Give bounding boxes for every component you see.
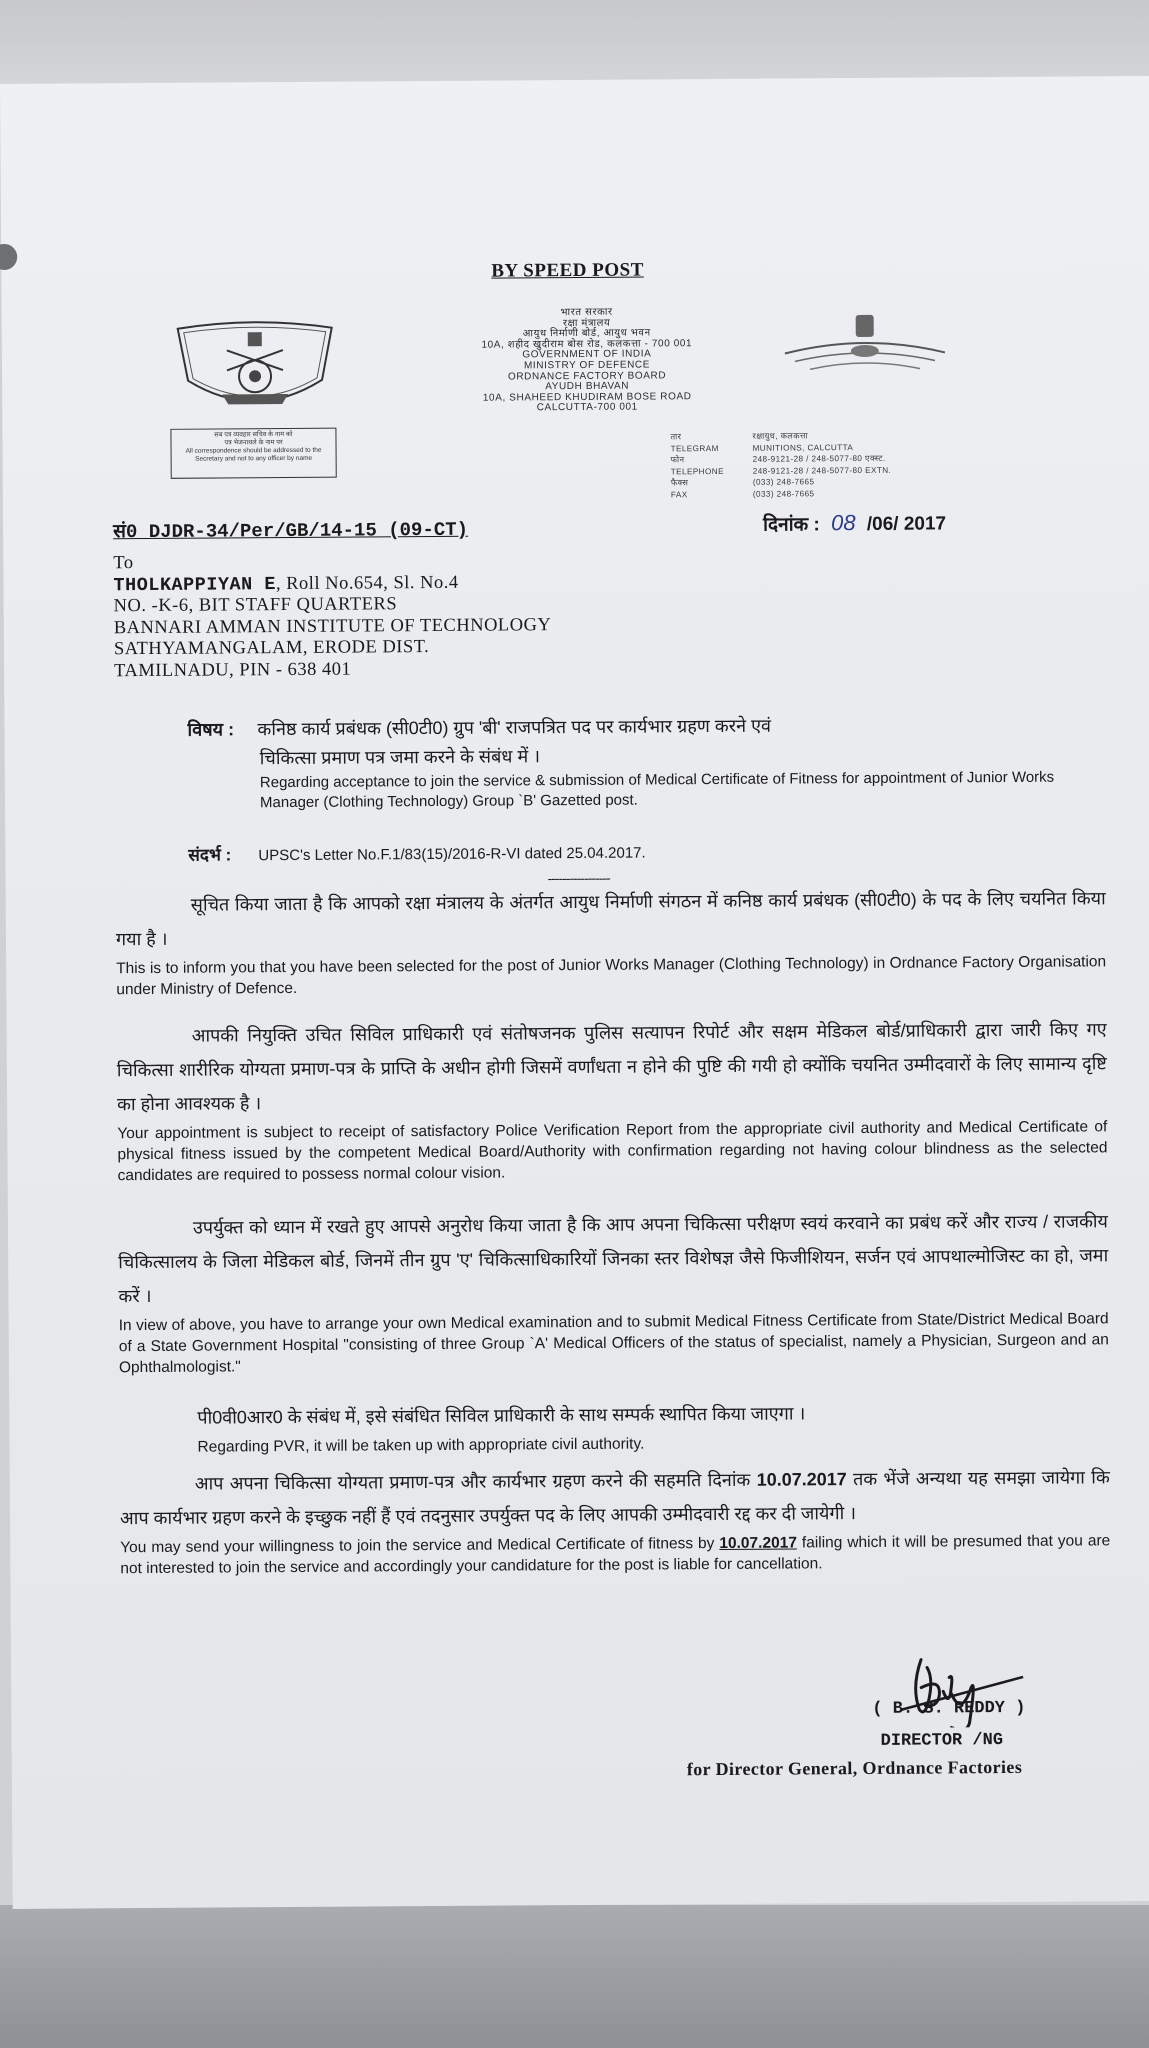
address-line: CALCUTTA-700 001 <box>536 401 638 414</box>
address-line: GOVERNMENT OF INDIA <box>522 348 652 361</box>
contact-row: तार रक्षायुध, कलकत्ता <box>670 431 809 442</box>
date-label: दिनांक : <box>763 514 820 536</box>
paragraph-hindi: उपर्युक्त को ध्यान में रखते हुए आपसे अनुरोध किया जाता है कि आप अपना चिकित्सा परीक्षण स्वयं करवाने का प्रबंध करें और राज्य / राजकीय चिकित्सालय के जिला मेडिकल बोर्ड, जिनमें तीन ग्रुप 'ए' चिकित्साधिकारियों जिनका स्तर विशेषज्ञ जैसे फिजीशियन, सर्जन एवं आपथाल्मोजिस्ट का हो, जमा करें । <box>118 1211 1109 1307</box>
reference-block <box>188 840 645 866</box>
correspondence-notice-box <box>170 428 336 479</box>
subject-hindi-1: कनिष्ठ कार्य प्रबंधक (सी0टी0) ग्रुप 'बी' राजपत्रित पद पर कार्यभार ग्रहण करने एवं <box>257 715 772 740</box>
paragraph-hindi: पी0वी0आर0 के संबंध में, इसे संबंधित सिविल प्राधिकारी के साथ सम्पर्क स्थापित किया जाएगा । <box>197 1403 806 1428</box>
paragraph-medical <box>118 1204 1109 1378</box>
contact-row: TELEPHONE 248-9121-28 / 248-5077-80 EXTN. <box>670 465 892 476</box>
subject-block <box>187 709 1088 813</box>
handwritten-signature-icon <box>801 1647 1032 1734</box>
address-line: रक्षा मंत्रालय <box>562 317 611 329</box>
signatory-on-behalf: for Director General, Ordnance Factories <box>686 1756 1023 1780</box>
recipient-line: SATHYAMANGALAM, ERODE DIST. <box>113 637 430 660</box>
ashoka-emblem-icon <box>780 312 951 388</box>
paragraph-english: In view of above, you have to arrange your own Medical examination and to submit Medical Fitness Certificate from State/District Medical Board of a State Government Hospital "consisting of three Group `A' Medical Officers of the status of specialist, namely a Physician, Surgeon and an Ophthalmologist." <box>118 1310 1109 1377</box>
address-line: 10A, SHAHEED KHUDIRAM BOSE ROAD <box>482 390 692 404</box>
paragraph-hindi: आपकी नियुक्ति उचित सिविल प्राधिकारी एवं संतोषजनक पुलिस सत्यापन रिपोर्ट और सक्षम मेडिकल बोर्ड/प्राधिकारी द्वारा जारी किए गए चिकित्सा शारीरिक योग्यता प्रमाण-पत्र के प्राप्ति के अधीन होगी जिसमें वर्णांधता न होने की पुष्टि की गयी हो क्योंकि चयनित उम्मीदवारों के लिए सामान्य दृष्टि का होना आवश्यक है । <box>116 1019 1107 1115</box>
address-line: MINISTRY OF DEFENCE <box>523 359 651 372</box>
contact-row: FAX (033) 248-7665 <box>670 488 815 499</box>
recipient-name: THOLKAPPIYAN E <box>113 573 277 596</box>
recipient-name-line <box>113 572 551 597</box>
deadline-date-hi: 10.07.2017 <box>756 1469 847 1490</box>
signatory-designation: DIRECTOR /NG <box>880 1731 1004 1751</box>
recipient-line: NO. -K-6, BIT STAFF QUARTERS <box>113 594 398 617</box>
reference-label: संदर्भ : <box>188 845 232 865</box>
contact-row: फोन 248-9121-28 / 248-5077-80 एक्स्ट. <box>670 453 886 465</box>
letter-date <box>763 509 946 536</box>
subject-hindi-2: चिकित्सा प्रमाण पत्र जमा करने के संबंध में । <box>259 746 541 769</box>
signatory-name: ( B. S. REDDY ) <box>872 1698 1026 1719</box>
notice-english: All correspondence should be addressed to the Secretary and not to any officer by name <box>185 446 322 463</box>
deadline-date-en: 10.07.2017 <box>719 1534 797 1553</box>
address-line: 10A, शहीद खुदीराम बोस रोड, कलकत्ता - 700 001 <box>481 337 693 351</box>
paragraph-english: Regarding PVR, it will be taken up with appropriate civil authority. <box>197 1435 645 1456</box>
punch-hole <box>0 244 17 270</box>
notice-hindi: सब पत्र व्यवहार सचिव के नाम को पत्र भेजनाथले के नाम पर <box>214 430 293 447</box>
paragraph-appointment <box>117 1012 1108 1186</box>
to-label: To <box>113 553 134 574</box>
paragraph-selection <box>116 881 1107 1000</box>
subject-label: विषय : <box>187 719 235 740</box>
address-line: भारत सरकार <box>560 306 613 319</box>
letter-page <box>0 76 1149 1909</box>
reference-number: सं0 DJDR-34/Per/GB/14-15 (09-CT) <box>113 518 469 544</box>
paragraph-pvr <box>119 1394 1109 1458</box>
paragraph-english: You may send your willingness to join the service and Medical Certificate of fitness by 10.07.2017 failing which it will be presumed that you are not interested to join the service and accordingly your candidature for the post is liable for cancellation. <box>120 1532 1111 1578</box>
speed-post-heading: BY SPEED POST <box>491 259 644 282</box>
ordnance-emblem-icon <box>172 320 339 424</box>
recipient-roll: , Roll No.654, Sl. No.4 <box>275 572 459 594</box>
paragraph-english: Your appointment is subject to receipt of satisfactory Police Verification Report from the appropriate civil authority and Medical Certificate of physical fitness issued by the competent Medical Board/Authority with confirmation regarding not having colour blindness as the selected candidates are required to possess normal colour vision. <box>117 1118 1108 1185</box>
background-bottom <box>0 1905 1149 2048</box>
recipient-address <box>113 550 551 682</box>
address-line: आयुध निर्माणी बोर्ड, आयुध भवन <box>522 327 651 340</box>
office-address <box>402 307 773 416</box>
address-line: ORDNANCE FACTORY BOARD <box>507 369 667 383</box>
date-day: 08 <box>830 510 856 536</box>
divider: ----------------- <box>547 869 610 887</box>
paragraph-english: This is to inform you that you have been selected for the post of Junior Works Manager (Clothing Technology) in Ordnance Factory Organisation under Ministry of Defence. <box>116 953 1107 999</box>
address-line: AYUDH BHAVAN <box>545 380 630 393</box>
paragraph-hindi: सूचित किया जाता है कि आपको रक्षा मंत्रालय के अंतर्गत आयुध निर्माणी संगठन में कनिष्ठ कार्य प्रबंधक (सी0टी0) के पद के लिए चयनित किया गया है । <box>115 888 1106 950</box>
contact-details <box>670 430 891 501</box>
subject-english: Regarding acceptance to join the service & submission of Medical Certificate of Fitness for appointment of Junior Works Manager (Clothing Technology) Group `B' Gazetted post. <box>259 768 1055 812</box>
paragraph-deadline <box>120 1460 1111 1579</box>
reference-text: UPSC's Letter No.F.1/83(15)/2016-R-VI dated 25.04.2017. <box>258 844 646 865</box>
recipient-line: TAMILNADU, PIN - 638 401 <box>114 659 352 681</box>
contact-row: TELEGRAM MUNITIONS, CALCUTTA <box>670 442 854 453</box>
recipient-line: BANNARI AMMAN INSTITUTE OF TECHNOLOGY <box>113 614 552 638</box>
date-rest: /06/ 2017 <box>866 513 947 535</box>
paragraph-hindi: आप अपना चिकित्सा योग्यता प्रमाण-पत्र और कार्यभार ग्रहण करने की सहमति दिनांक 10.07.2017 तक भेंजे अन्यथा यह समझा जायेगा कि आप कार्यभार ग्रहण करने के इच्छुक नहीं हैं एवं तदनुसार उपर्युक्त पद के लिए आपकी उम्मीदवारी रद्द कर दी जायेगी । <box>119 1467 1110 1529</box>
contact-row: फैक्स (033) 248-7665 <box>670 477 815 488</box>
